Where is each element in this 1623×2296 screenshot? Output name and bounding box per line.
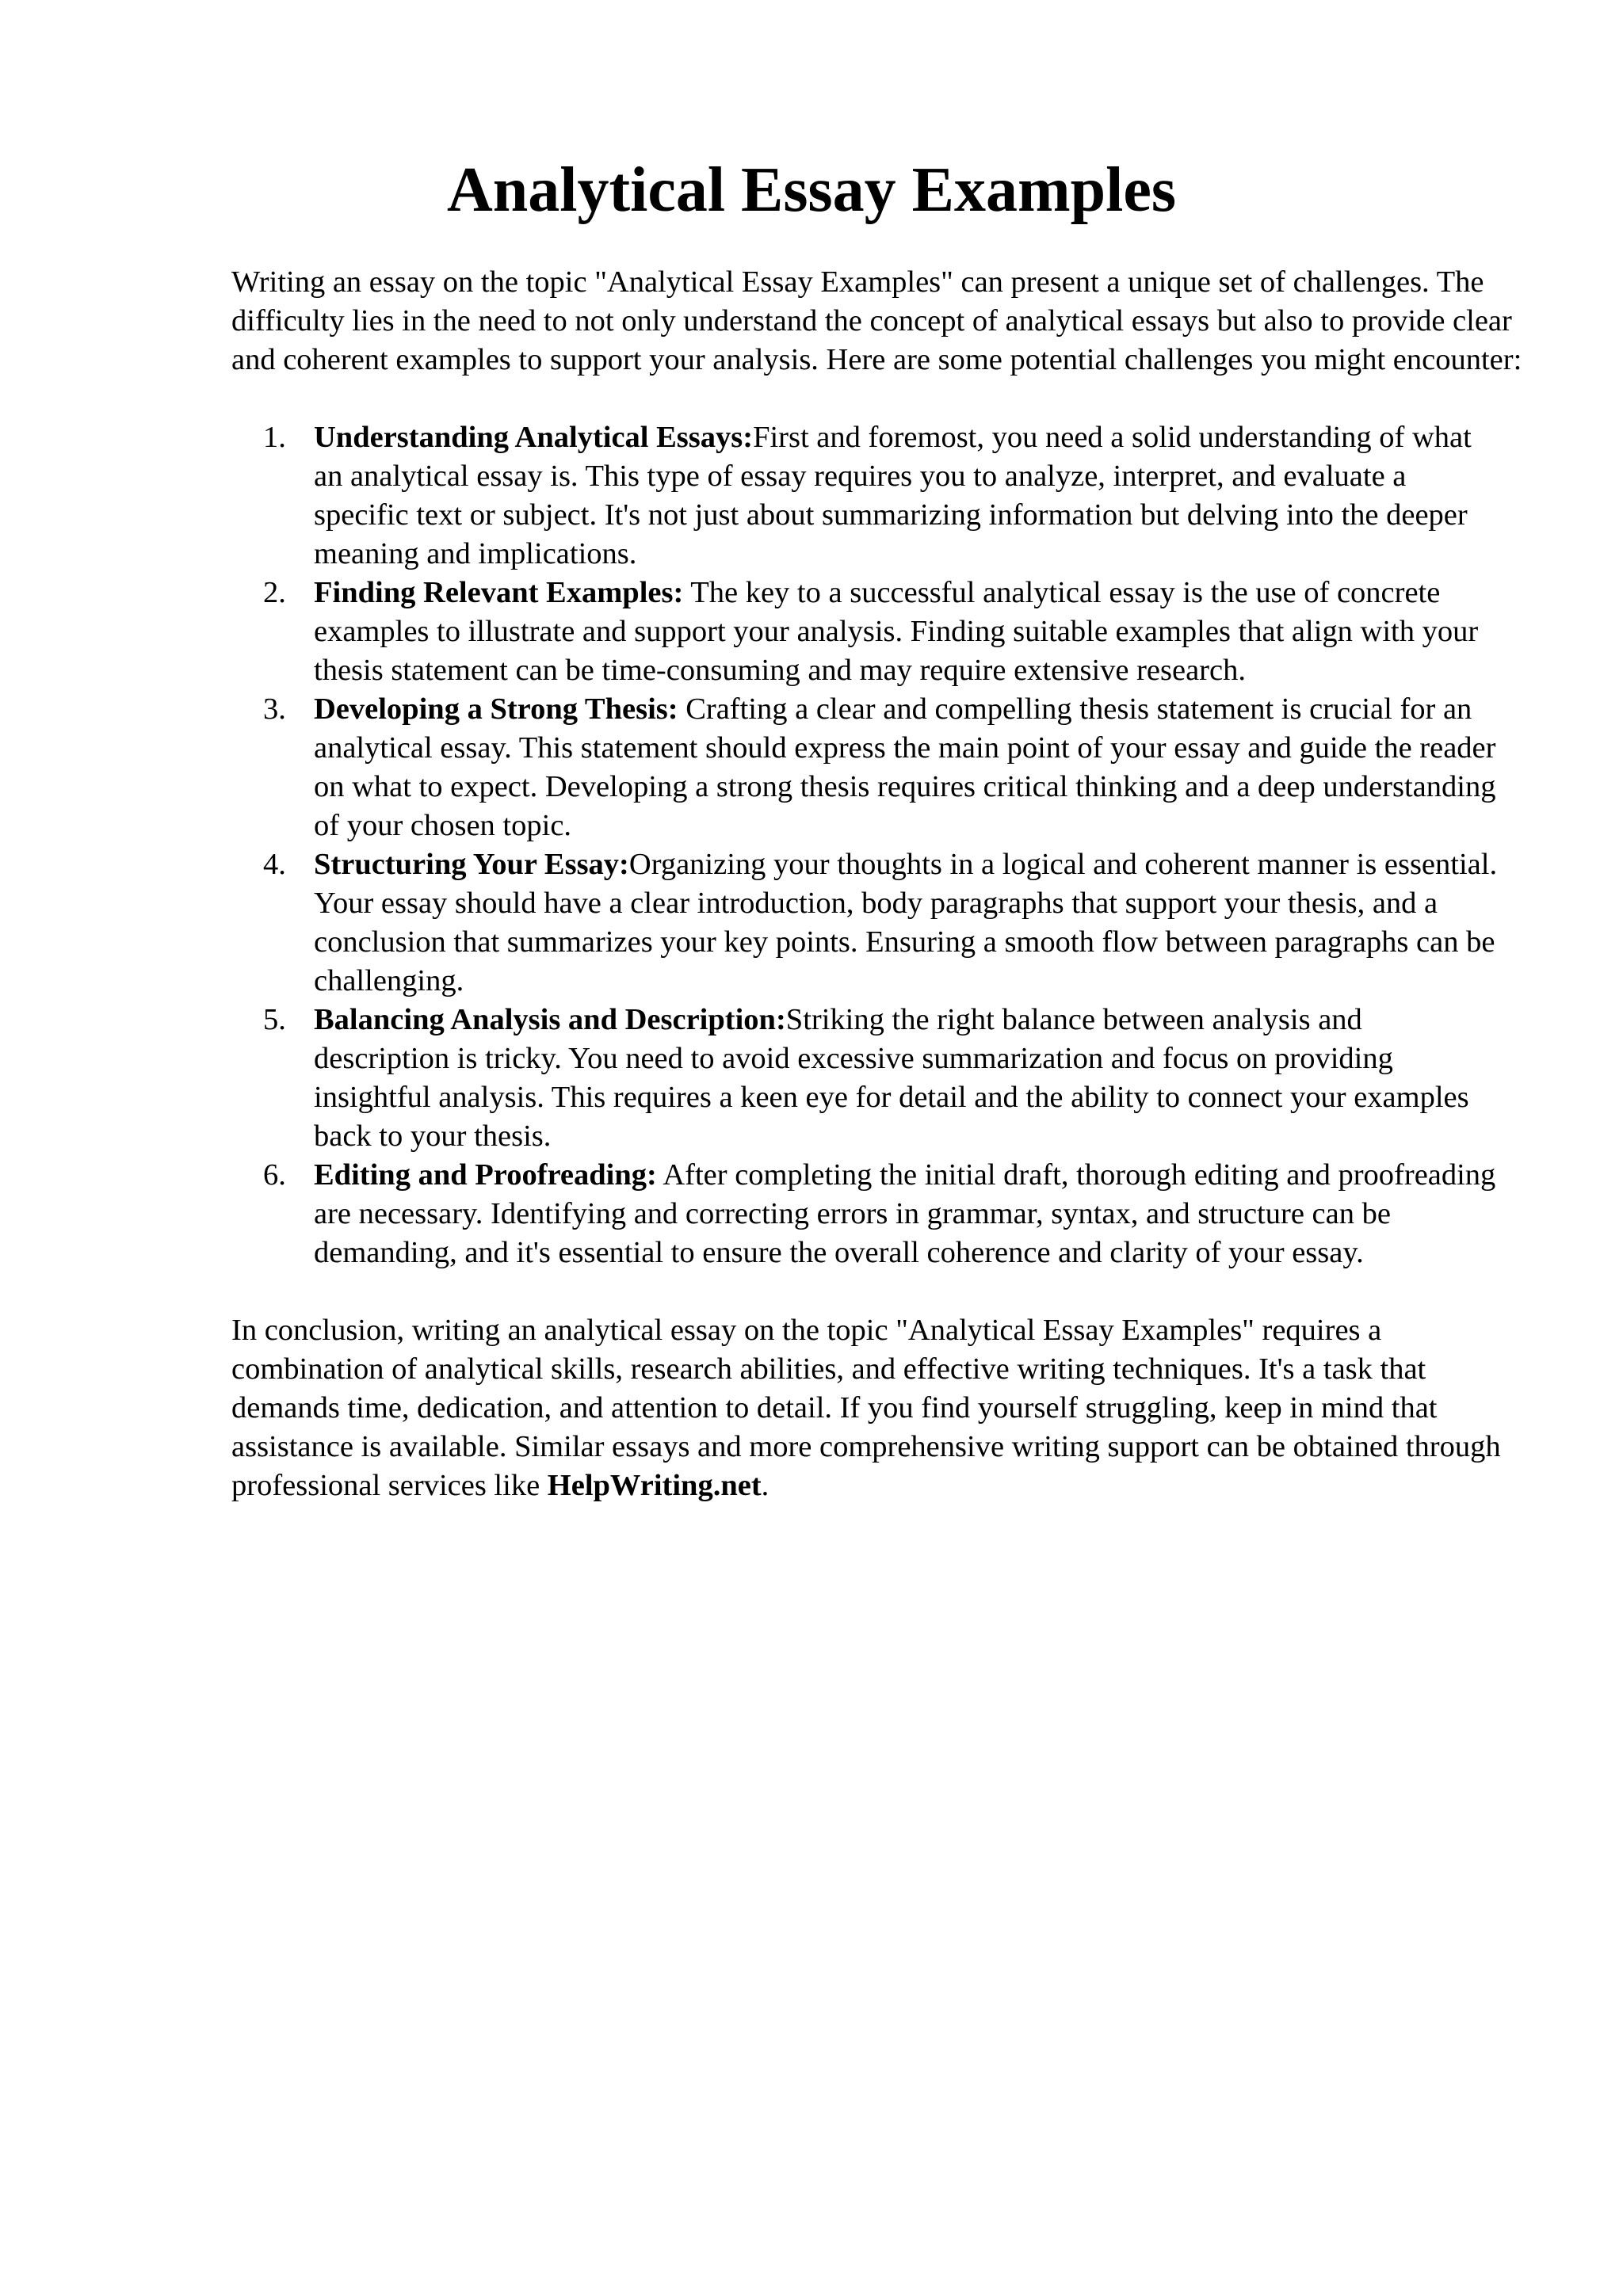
list-item-number: 2. [263,576,286,609]
conclusion-text: In conclusion, writing an analytical essay on the topic "Analytical Essay Examples" requires a combination of analytical skills, research abilities, and effective writing techniques. It's a task that demands time, dedication, and attention to detail. If you find yourself struggling, keep in mind that assistance is available. Similar essays and more comprehensive writing support can be obtained through professional services like [231,1314,1501,1502]
list-item [231,418,1531,574]
list-item-heading: Developing a Strong Thesis: [314,692,678,726]
list-item [231,845,1531,1001]
intro-paragraph: Writing an essay on the topic "Analytical Essay Examples" can present a unique set of challenges. The difficulty lies in the need to not only understand the concept of analytical essays but also to provide clear and coherent examples to support your analysis. Here are some potential challenges you might encounter: [231,265,1522,376]
list-item-number: 3. [263,692,286,726]
list-item-number: 1. [263,421,286,454]
list-item-number: 6. [263,1158,286,1192]
document-title: Analytical Essay Examples [446,155,1177,225]
list-item-heading: Understanding Analytical Essays: [314,421,754,454]
conclusion-paragraph [231,1311,1531,1505]
list-item-text: First and foremost, you need a solid understanding of what an analytical essay is. This type of essay requires you to analyze, interpret, and evaluate a specific text or subject. It's not just about summarizing information but delving into the deeper meaning and implications. [314,421,1472,570]
list-item-heading: Editing and Proofreading: [314,1158,657,1192]
list-item-number: 5. [263,1003,286,1036]
helpwriting-link[interactable]: HelpWriting.net [547,1469,762,1502]
list-item [231,690,1531,845]
list-item-heading: Finding Relevant Examples: [314,576,684,609]
list-item-heading: Structuring Your Essay: [314,848,629,881]
list-item-number: 4. [263,848,286,881]
list-item-text: Organizing your thoughts in a logical and coherent manner is essential. Your essay should have a clear introduction, body paragraphs that support your thesis, and a conclusion that summarizes your key points. Ensuring a smooth flow between paragraphs can be challenging. [314,848,1498,997]
list-item-text: Striking the right balance between analysis and description is tricky. You need to avoid excessive summarization and focus on providing insightful analysis. This requires a keen eye for detail and the ability to connect your examples back to your thesis. [314,1003,1469,1153]
list-item [231,1001,1531,1156]
list-item-text: The key to a successful analytical essay is the use of concrete examples to illustrate and support your analysis. Finding suitable examples that align with your thesis statement can be time-consuming and may require extensive research. [314,576,1479,687]
list-item-text: After completing the initial draft, thorough editing and proofreading are necessary. Identifying and correcting errors in grammar, syntax, and structure can be demanding, and it's essential to ensure the overall coherence and clarity of your essay. [314,1158,1496,1269]
list-item-text: Crafting a clear and compelling thesis statement is crucial for an analytical essay. This statement should express the main point of your essay and guide the reader on what to expect. Developing a strong thesis requires critical thinking and a deep understanding of your chosen topic. [314,692,1496,842]
conclusion-end-punctuation: . [761,1469,769,1502]
list-item-heading: Balancing Analysis and Description: [314,1003,786,1036]
list-item [231,1156,1531,1272]
list-item [231,574,1531,690]
document-body [231,263,1531,1505]
challenge-list [231,418,1531,1272]
